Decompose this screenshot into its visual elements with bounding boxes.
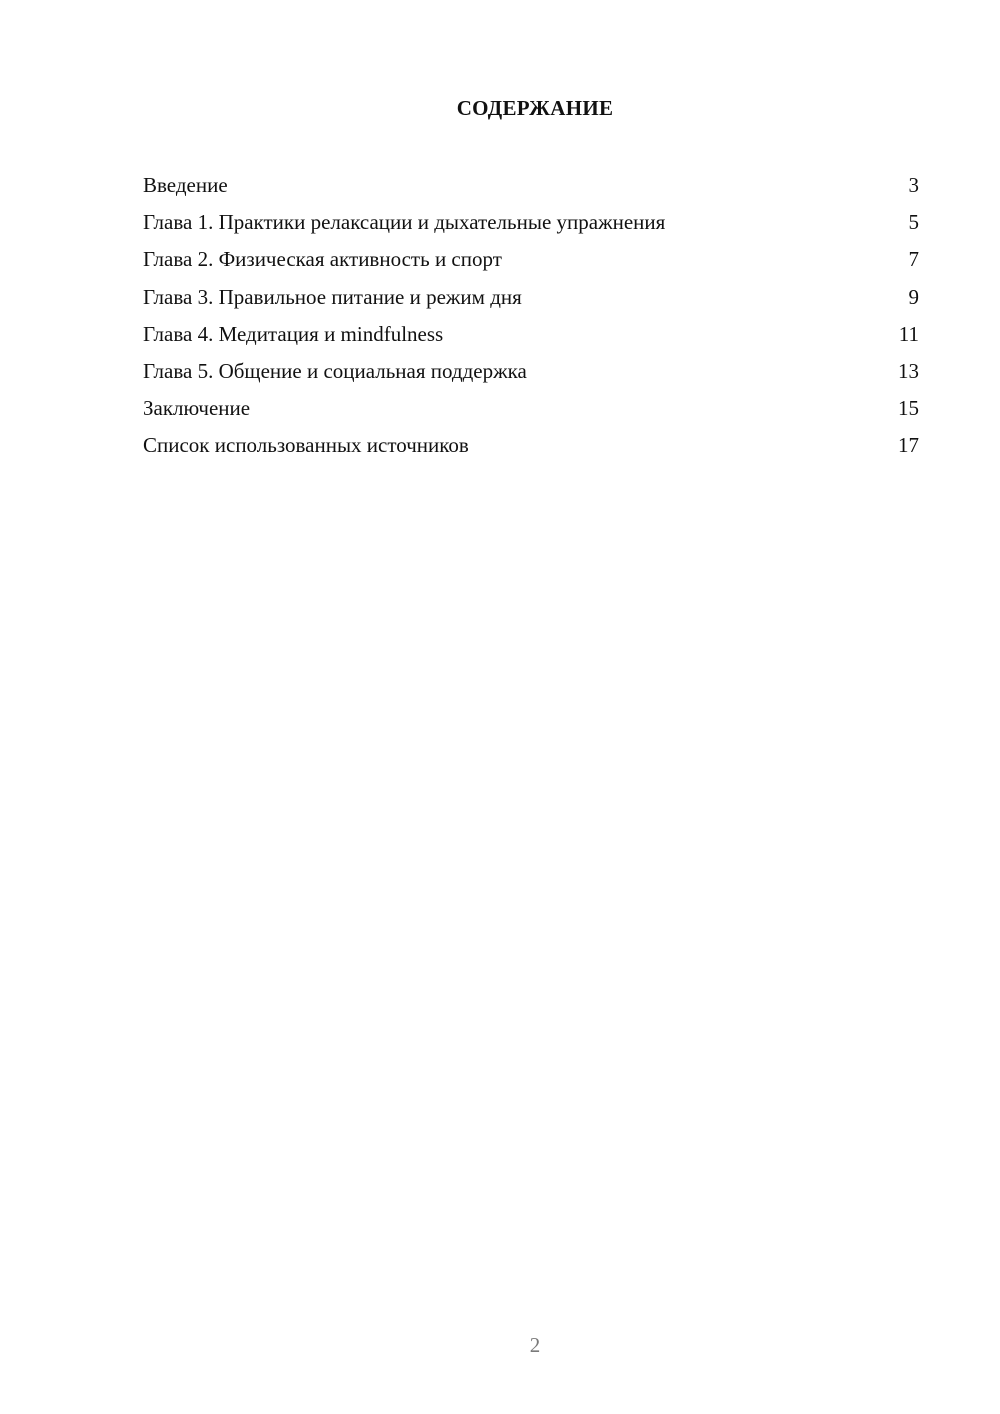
toc-entry-page: 7 [908,247,919,272]
toc-entry-label: Глава 5. Общение и социальная поддержка [143,358,527,383]
toc-entry-page: 15 [898,396,919,421]
toc-entry-page: 13 [898,358,919,383]
toc-entry-introduction [143,168,919,205]
toc-entry-chapter-1 [143,205,919,242]
toc-entry-label: Глава 3. Правильное питание и режим дня [143,284,522,309]
toc-entry-page: 3 [908,173,919,197]
table-of-contents [143,168,919,466]
toc-entry-label: Глава 1. Практики релаксации и дыхательные упражнения [143,210,666,235]
toc-entry-label: Список использованных источников [143,433,469,458]
toc-entry-label: Глава 4. Медитация и mindfulness [143,321,444,346]
toc-entry-chapter-5 [143,354,919,391]
toc-entry-page: 17 [898,433,919,458]
toc-entry-references [143,428,919,465]
toc-title: СОДЕРЖАНИЕ [456,96,614,120]
toc-entry-label: Глава 2. Физическая активность и спорт [143,247,502,272]
toc-entry-label: Введение [143,173,228,197]
toc-entry-page: 11 [898,321,919,346]
toc-entry-label: Заключение [143,396,251,421]
toc-entry-chapter-3 [143,280,919,317]
toc-entry-page: 5 [908,210,919,235]
toc-entry-page: 9 [908,284,919,309]
toc-entry-chapter-4 [143,317,919,354]
toc-entry-chapter-2 [143,242,919,279]
toc-entry-conclusion [143,391,919,428]
page-number: 2 [529,1333,541,1357]
